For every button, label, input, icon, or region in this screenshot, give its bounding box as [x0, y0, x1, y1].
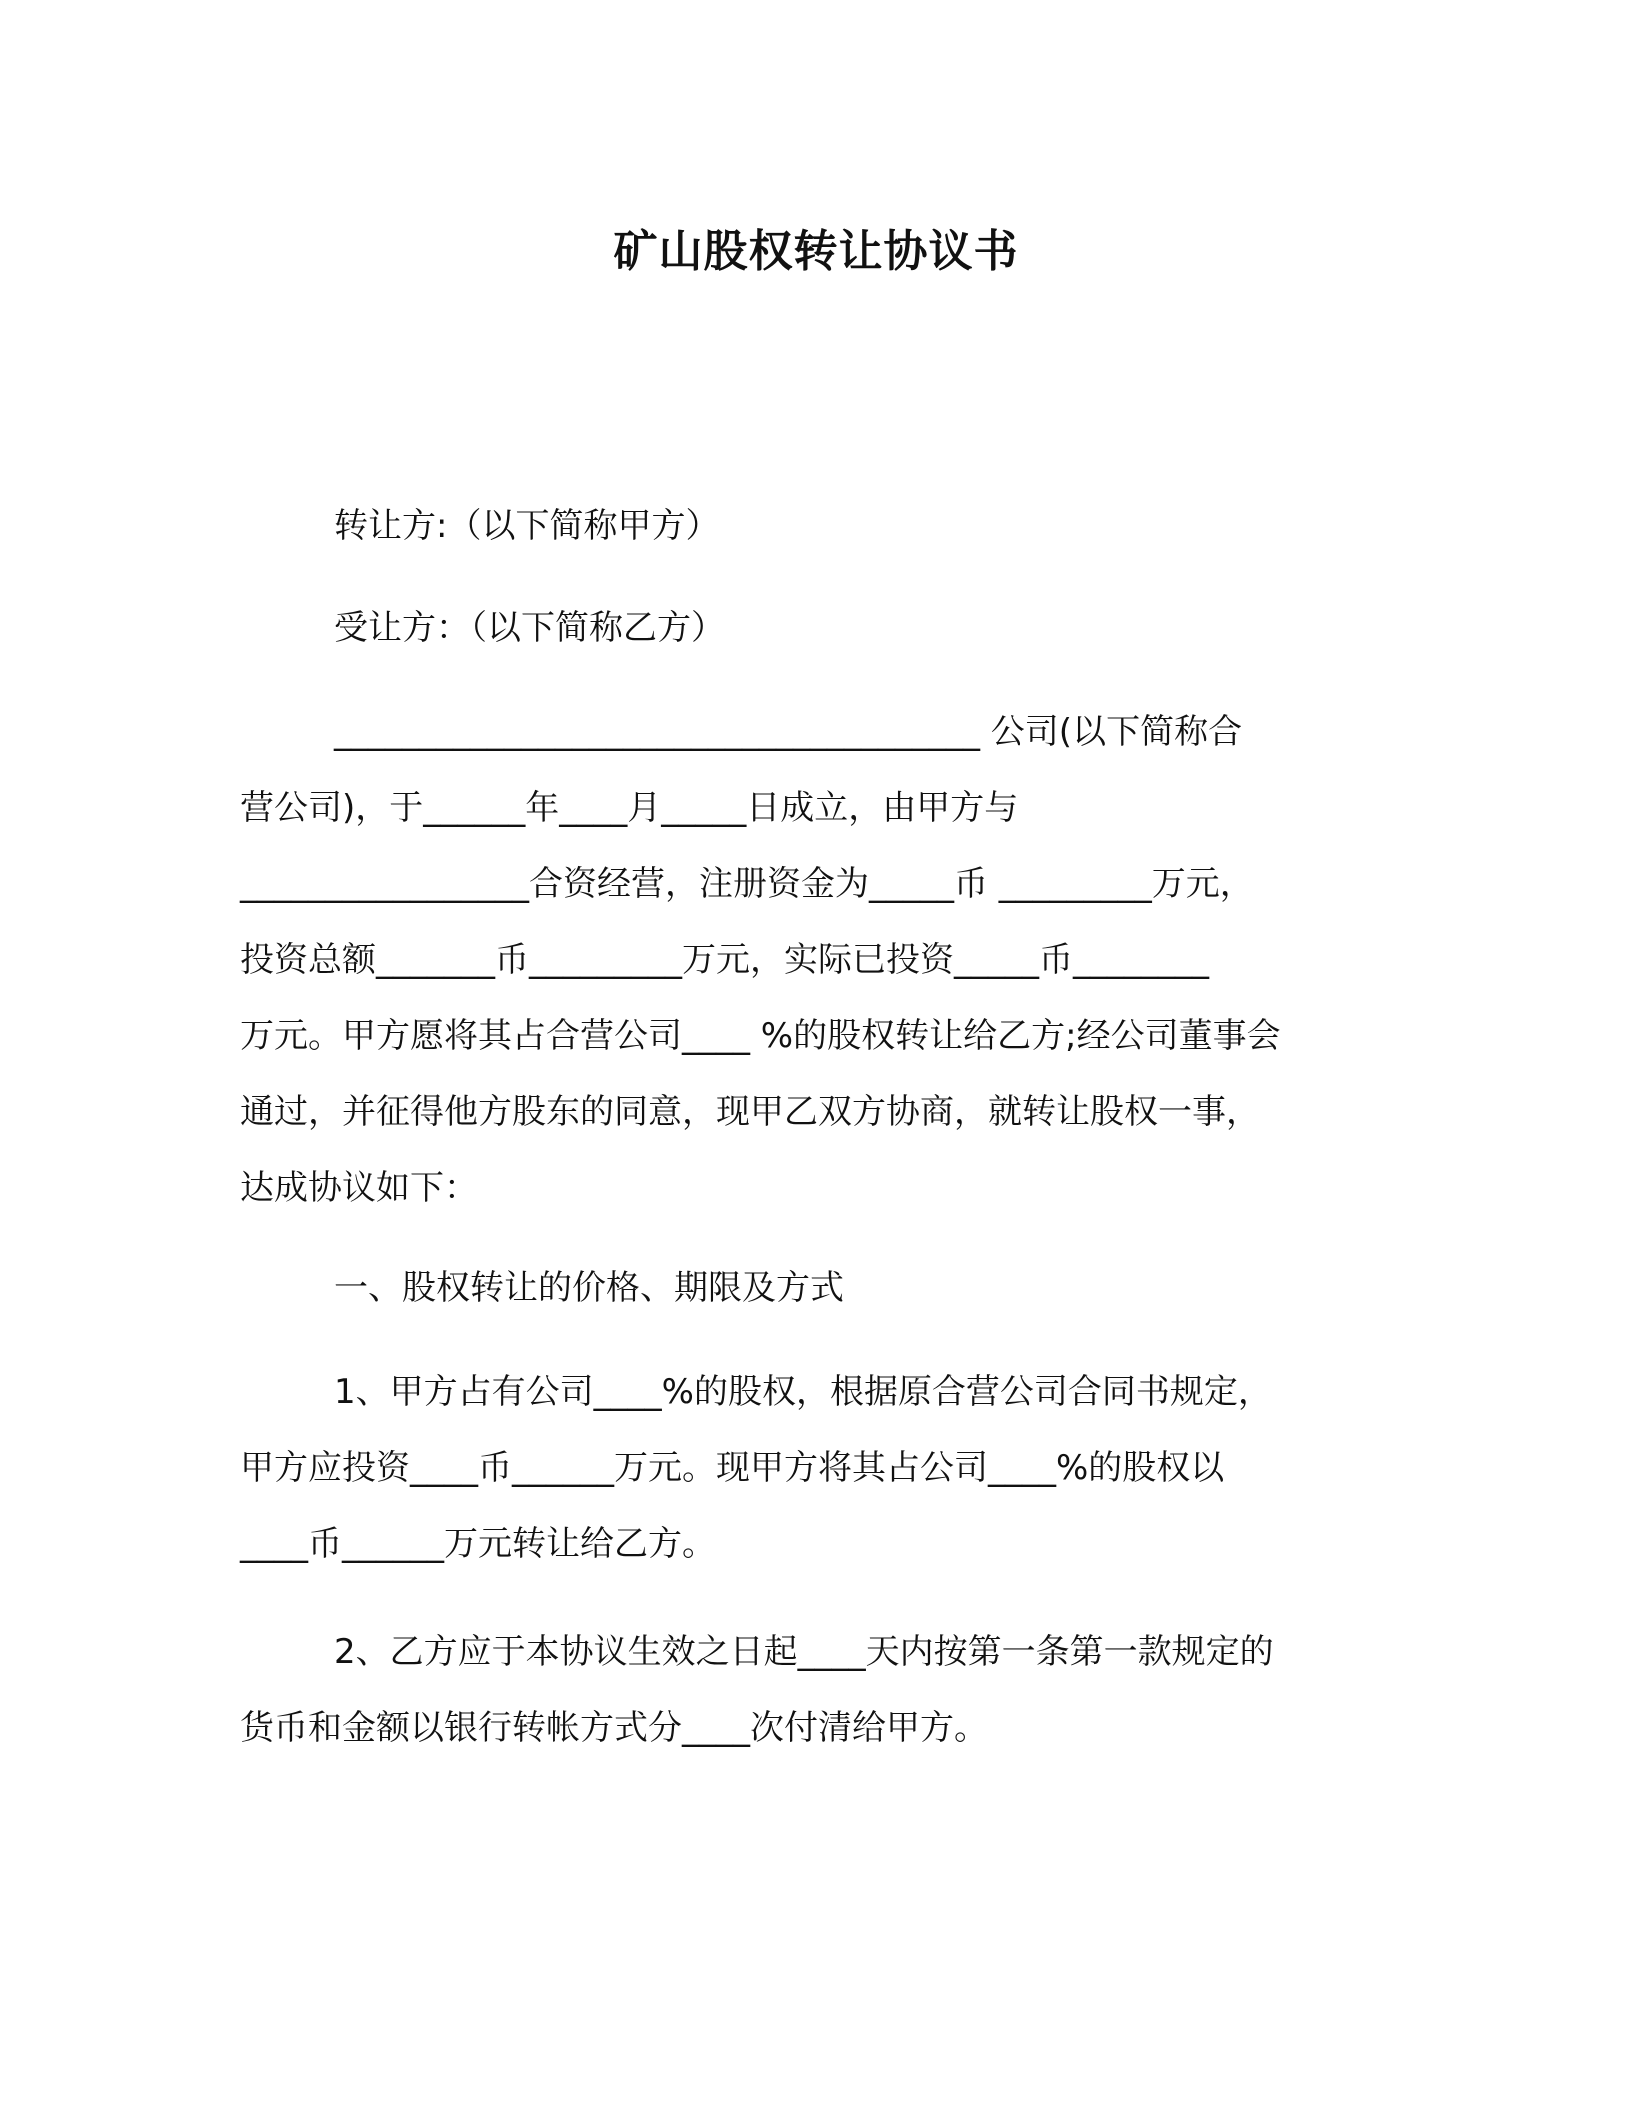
transferor-text: 转让方:（以下简称甲方）	[334, 506, 720, 546]
clause-2	[240, 1614, 1395, 1766]
transferee-line	[240, 590, 1395, 666]
section-1-heading-block	[240, 1250, 1395, 1326]
transferee-text: 受让方：（以下简称乙方）	[334, 608, 725, 648]
intro-line: 通过，并征得他方股东的同意，现甲乙双方协商，就转让股权一事，	[240, 1092, 1260, 1132]
clause-line: 1、甲方占有公司____%的股权，根据原合营公司合同书规定，	[334, 1372, 1272, 1412]
clause-line: 货币和金额以银行转帐方式分____次付清给甲方。	[240, 1708, 988, 1748]
intro-line: 营公司)，于______年____月_____日成立，由甲方与	[240, 788, 1019, 828]
clause-line: 2、乙方应于本协议生效之日起____天内按第一条第一款规定的	[334, 1632, 1274, 1672]
clause-1	[240, 1354, 1395, 1582]
intro-line: _________________合资经营，注册资金为_____币 _________万元，	[240, 864, 1254, 904]
clause-line: ____币______万元转让给乙方。	[240, 1524, 716, 1564]
section-heading: 一、股权转让的价格、期限及方式	[334, 1268, 844, 1308]
intro-line: 达成协议如下：	[240, 1168, 478, 1208]
intro-line: ______________________________________ 公司(以下简称合	[334, 712, 1243, 752]
transferor-line	[240, 488, 1395, 564]
clause-line: 甲方应投资____币______万元。现甲方将其占公司____%的股权以	[240, 1448, 1225, 1488]
intro-paragraph	[240, 694, 1395, 1226]
intro-line: 投资总额_______币_________万元，实际已投资_____币________	[240, 940, 1209, 980]
intro-line: 万元。甲方愿将其占合营公司____ %的股权转让给乙方;经公司董事会	[240, 1016, 1281, 1056]
document-title: 矿山股权转让协议书	[613, 226, 1019, 277]
